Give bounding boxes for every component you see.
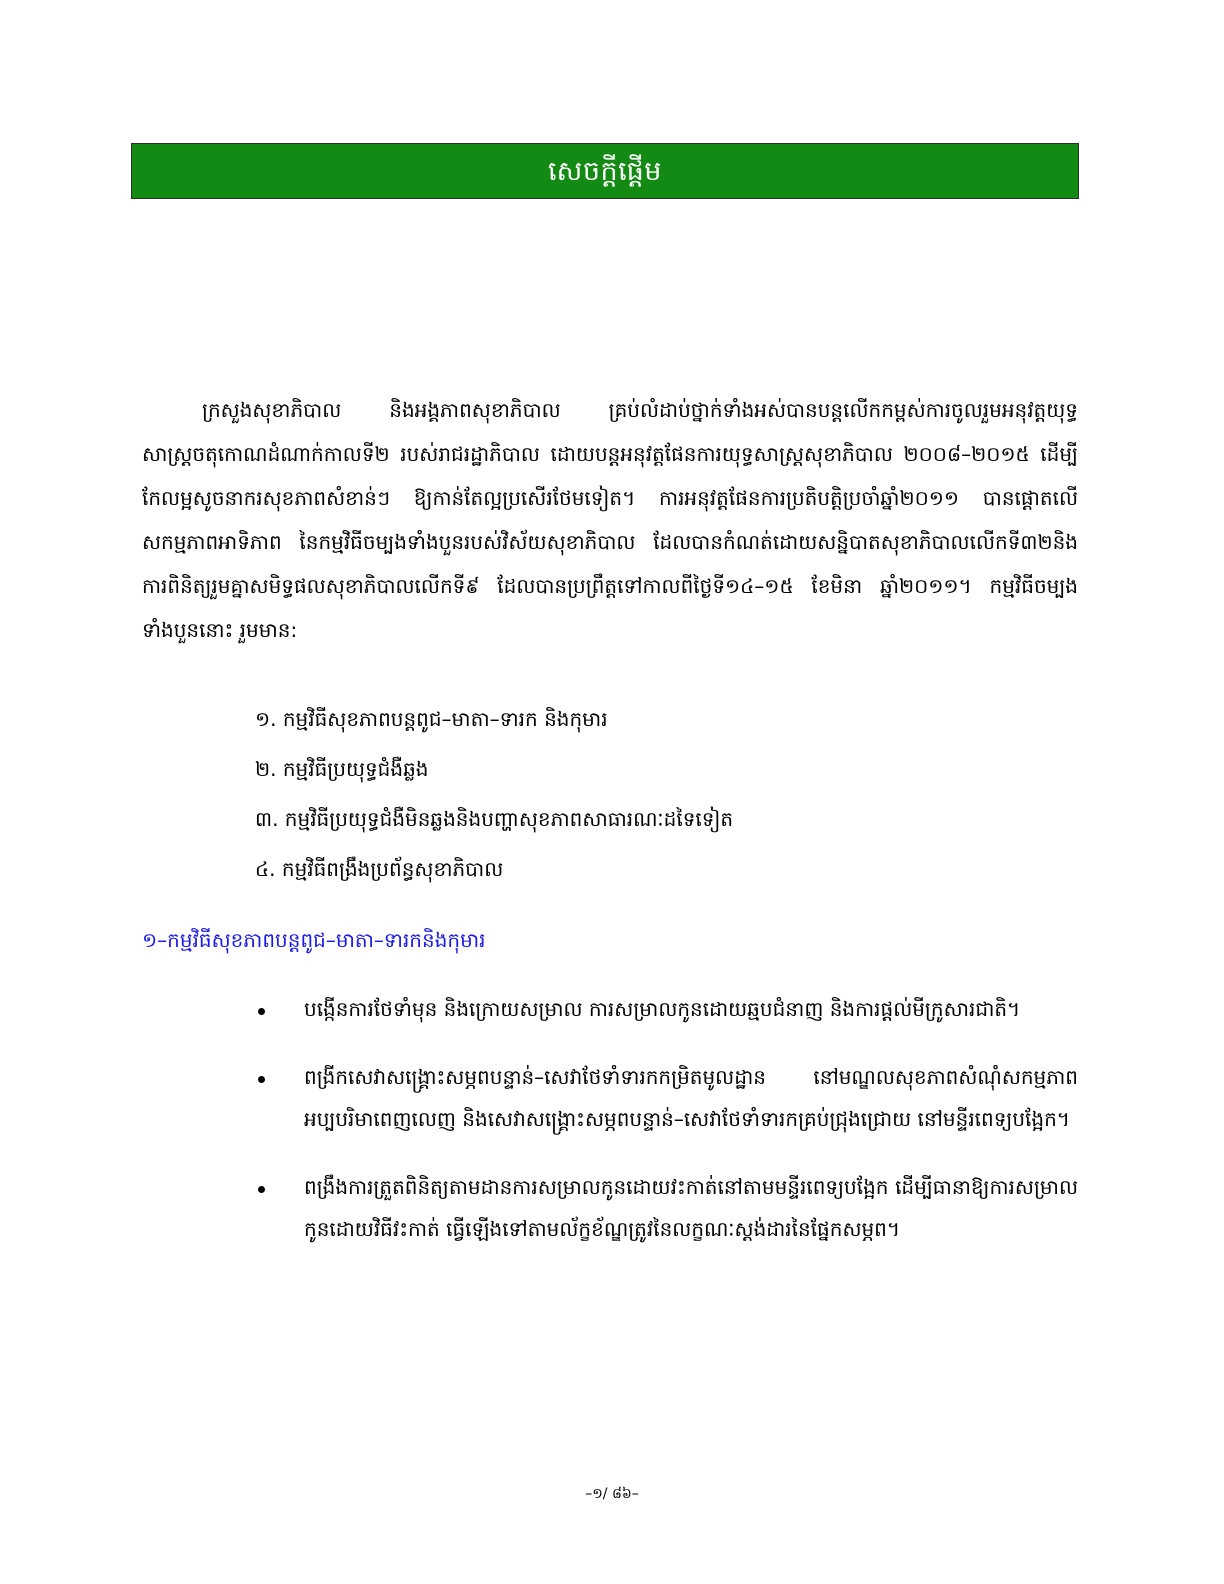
bullet-dot-icon <box>258 1008 265 1015</box>
bullet-text: ពង្រីកសេវាសង្គ្រោះសម្ភពបន្ទាន់–សេវាថែទាំទារកកម្រិតមូលដ្ឋាន នៅមណ្ឌលសុខភាពសំណុំសកម្មភាពអប្បបរិមាពេញលេញ និងសេវាសង្គ្រោះសម្ភពបន្ទាន់–សេវាថែទាំទារកគ្រប់ជ្រុងជ្រោយ នៅមន្ទីរពេទ្យបង្អែក។ <box>304 1065 1078 1131</box>
program-list <box>255 697 1055 897</box>
section-title-banner <box>131 143 1079 199</box>
program-item: ៣. កម្មវិធីប្រយុទ្ធជំងឺមិនឆ្លងនិងបញ្ហាសុខភាពសាធារណៈដទៃទៀត <box>255 807 734 831</box>
bullet-dot-icon <box>258 1186 265 1193</box>
program-item: ៤. កម្មវិធីពង្រឹងប្រព័ន្ធសុខាភិបាល <box>255 857 504 881</box>
bullet-list <box>258 988 1078 1276</box>
bullet-text: ពង្រឹងការត្រួតពិនិត្យតាមដានការសម្រាលកូនដោយវះកាត់នៅតាមមន្ទីរពេទ្យបង្អែក ដើម្បីធានាឱ្យការសម្រាលកូនដោយវិធីវះកាត់ ធ្វើឡើងទៅតាមល័ក្ខខ័ណ្ឌត្រូវនៃលក្ខណៈស្តង់ដារនៃផ្នែកសម្ភព។ <box>304 1175 1078 1241</box>
bullet-item <box>258 988 1078 1030</box>
bullet-text: បង្កើនការថែទាំមុន និងក្រោយសម្រាល ការសម្រាលកូនដោយឆ្មបជំនាញ និងការផ្តល់មីក្រូសារជាតិ។ <box>304 997 1021 1021</box>
program-item: ១. កម្មវិធីសុខភាពបន្តពូជ–មាតា–ទារក និងកុមារ <box>255 707 608 731</box>
program-item: ២. កម្មវិធីប្រយុទ្ធជំងឺឆ្លង <box>255 757 429 781</box>
intro-paragraph: ក្រសួងសុខាភិបាល និងអង្គភាពសុខាភិបាល គ្រប់លំដាប់ថ្នាក់ទាំងអស់បានបន្តលើកកម្ពស់ការចូលរួមអនុវត្តយុទ្ធសាស្ត្រចតុកោណដំណាក់កាលទី២ របស់រាជរដ្ឋាភិបាល ដោយបន្តអនុវត្តផែនការយុទ្ធសាស្ត្រសុខាភិបាល ២០០៨–២០១៥ ដើម្បីកែលម្អសូចនាករសុខភាពសំខាន់ៗ ឱ្យកាន់តែល្អប្រសើរថែមទៀត។ ការអនុវត្តផែនការប្រតិបត្តិប្រចាំឆ្នាំ២០១១ បានផ្តោតលើសកម្មភាពអាទិភាព នៃកម្មវិធីចម្បងទាំងបួនរបស់វិស័យសុខាភិបាល ដែលបានកំណត់ដោយសន្និបាតសុខាភិបាលលើកទី៣២និងការពិនិត្យរួមគ្នាសមិទ្ធផលសុខាភិបាលលើកទី៩ ដែលបានប្រព្រឹត្តទៅកាលពីថ្ងៃទី១៤–១៥ ខែមិនា ឆ្នាំ២០១១។ កម្មវិធីចម្បងទាំងបួននោះ រួមមាន: <box>142 398 1078 642</box>
section-heading: ១–កម្មវិធីសុខភាពបន្តពូជ–មាតា–ទារកនិងកុមារ <box>142 928 486 952</box>
bullet-item <box>258 1056 1078 1140</box>
page-title: សេចក្តីផ្តើម <box>548 155 662 187</box>
bullet-item <box>258 1166 1078 1250</box>
bullet-dot-icon <box>258 1076 265 1083</box>
page-number: –១/ ៨៦– <box>585 1486 639 1502</box>
